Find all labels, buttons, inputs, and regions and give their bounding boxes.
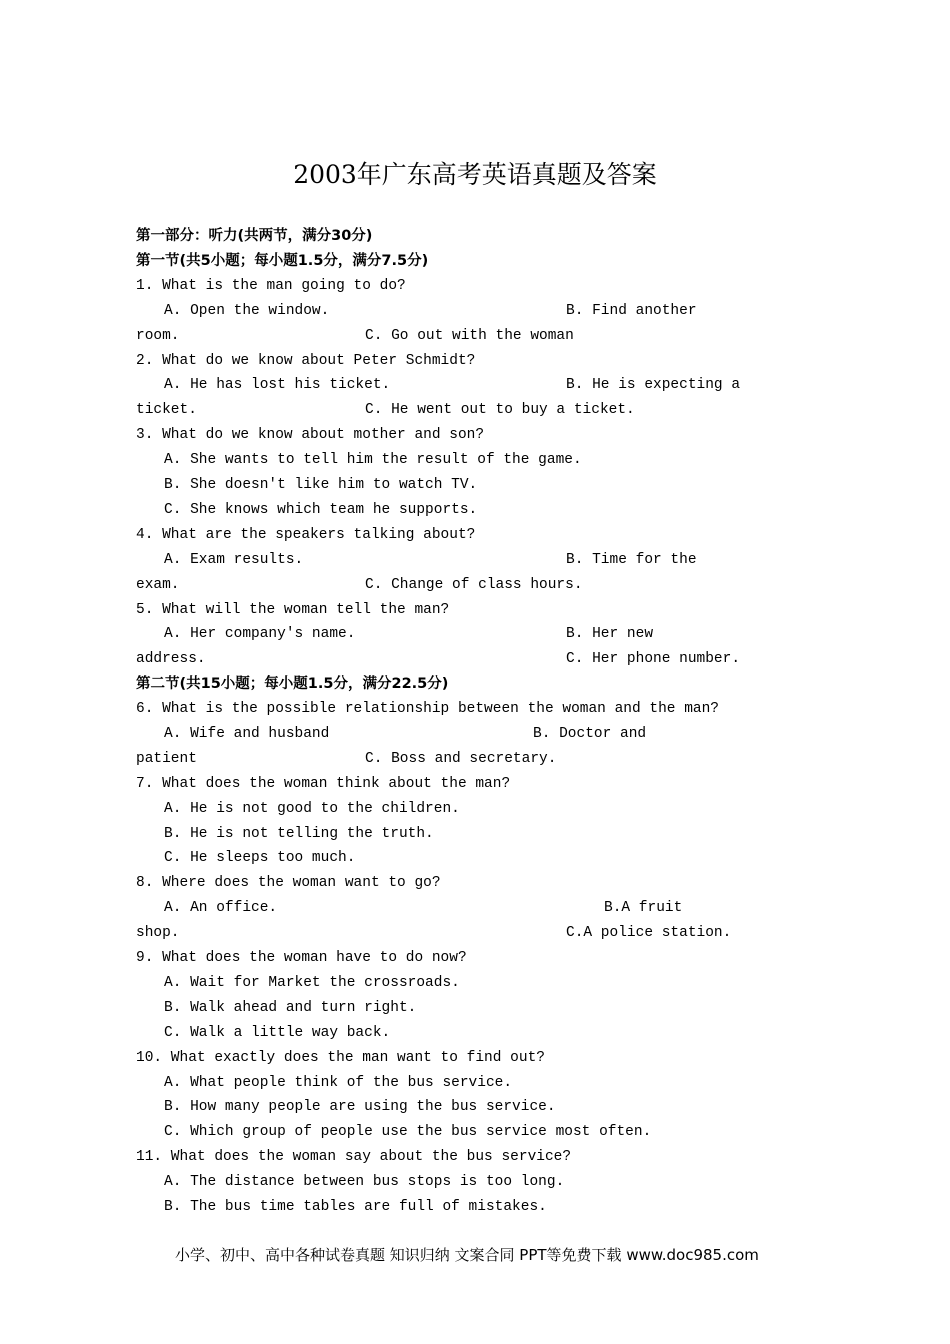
question-8: 8. Where does the woman want to go? (136, 875, 441, 891)
q6-option-b-continued: patient (136, 751, 197, 767)
q3-option-a: A. She wants to tell him the result of the game. (164, 452, 582, 468)
question-5: 5. What will the woman tell the man? (136, 602, 450, 618)
part-1-header: 第一部分：听力(共两节，满分30分) (136, 228, 373, 244)
question-4: 4. What are the speakers talking about? (136, 527, 476, 543)
q5-option-c: C. Her phone number. (566, 651, 741, 667)
question-3: 3. What do we know about mother and son? (136, 427, 485, 443)
q3-option-b: B. She doesn't like him to watch TV. (164, 477, 478, 493)
q4-option-a: A. Exam results. (164, 552, 304, 568)
q4-option-b: B. Time for the (566, 552, 697, 568)
q6-option-c: C. Boss and secretary. (365, 751, 557, 767)
q2-option-a: A. He has lost his ticket. (164, 377, 391, 393)
q2-option-b-continued: ticket. (136, 402, 197, 418)
q5-option-b-continued: address. (136, 651, 206, 667)
question-6: 6. What is the possible relationship between the woman and the man? (136, 701, 719, 717)
q9-option-b: B. Walk ahead and turn right. (164, 1000, 417, 1016)
question-1: 1. What is the man going to do? (136, 278, 406, 294)
section-2-header: 第二节(共15小题；每小题1.5分，满分22.5分) (136, 676, 449, 692)
q8-option-c: C.A police station. (566, 925, 732, 941)
question-2: 2. What do we know about Peter Schmidt? (136, 353, 476, 369)
q6-option-a: A. Wife and husband (164, 726, 330, 742)
q2-option-b: B. He is expecting a (566, 377, 741, 393)
q10-option-c: C. Which group of people use the bus service most often. (164, 1124, 652, 1140)
question-9: 9. What does the woman have to do now? (136, 950, 467, 966)
q1-option-b: B. Find another (566, 303, 697, 319)
section-1-header: 第一节(共5小题；每小题1.5分，满分7.5分) (136, 253, 429, 269)
q7-option-b: B. He is not telling the truth. (164, 826, 434, 842)
footer-banner: 小学、初中、高中各种试卷真题 知识归纳 文案合同 PPT等免费下载 www.doc985.com (175, 1246, 759, 1264)
question-10: 10. What exactly does the man want to find out? (136, 1050, 545, 1066)
q7-option-c: C. He sleeps too much. (164, 850, 356, 866)
q11-option-b: B. The bus time tables are full of mistakes. (164, 1199, 547, 1215)
document-title: 2003年广东高考英语真题及答案 (293, 160, 657, 189)
q4-option-b-continued: exam. (136, 577, 180, 593)
q7-option-a: A. He is not good to the children. (164, 801, 460, 817)
q10-option-a: A. What people think of the bus service. (164, 1075, 513, 1091)
q5-option-b: B. Her new (566, 626, 654, 642)
q1-option-b-continued: room. (136, 328, 180, 344)
q9-option-c: C. Walk a little way back. (164, 1025, 391, 1041)
question-11: 11. What does the woman say about the bus service? (136, 1149, 572, 1165)
q8-option-b: B.A fruit (604, 900, 683, 916)
q3-option-c: C. She knows which team he supports. (164, 502, 478, 518)
q1-option-c: C. Go out with the woman (365, 328, 574, 344)
q10-option-b: B. How many people are using the bus service. (164, 1099, 556, 1115)
question-7: 7. What does the woman think about the man? (136, 776, 511, 792)
q11-option-a: A. The distance between bus stops is too long. (164, 1174, 565, 1190)
q5-option-a: A. Her company's name. (164, 626, 356, 642)
q1-option-a: A. Open the window. (164, 303, 330, 319)
q6-option-b: B. Doctor and (533, 726, 647, 742)
q8-option-a: A. An office. (164, 900, 278, 916)
q4-option-c: C. Change of class hours. (365, 577, 583, 593)
q8-option-b-continued: shop. (136, 925, 180, 941)
q2-option-c: C. He went out to buy a ticket. (365, 402, 635, 418)
q9-option-a: A. Wait for Market the crossroads. (164, 975, 460, 991)
